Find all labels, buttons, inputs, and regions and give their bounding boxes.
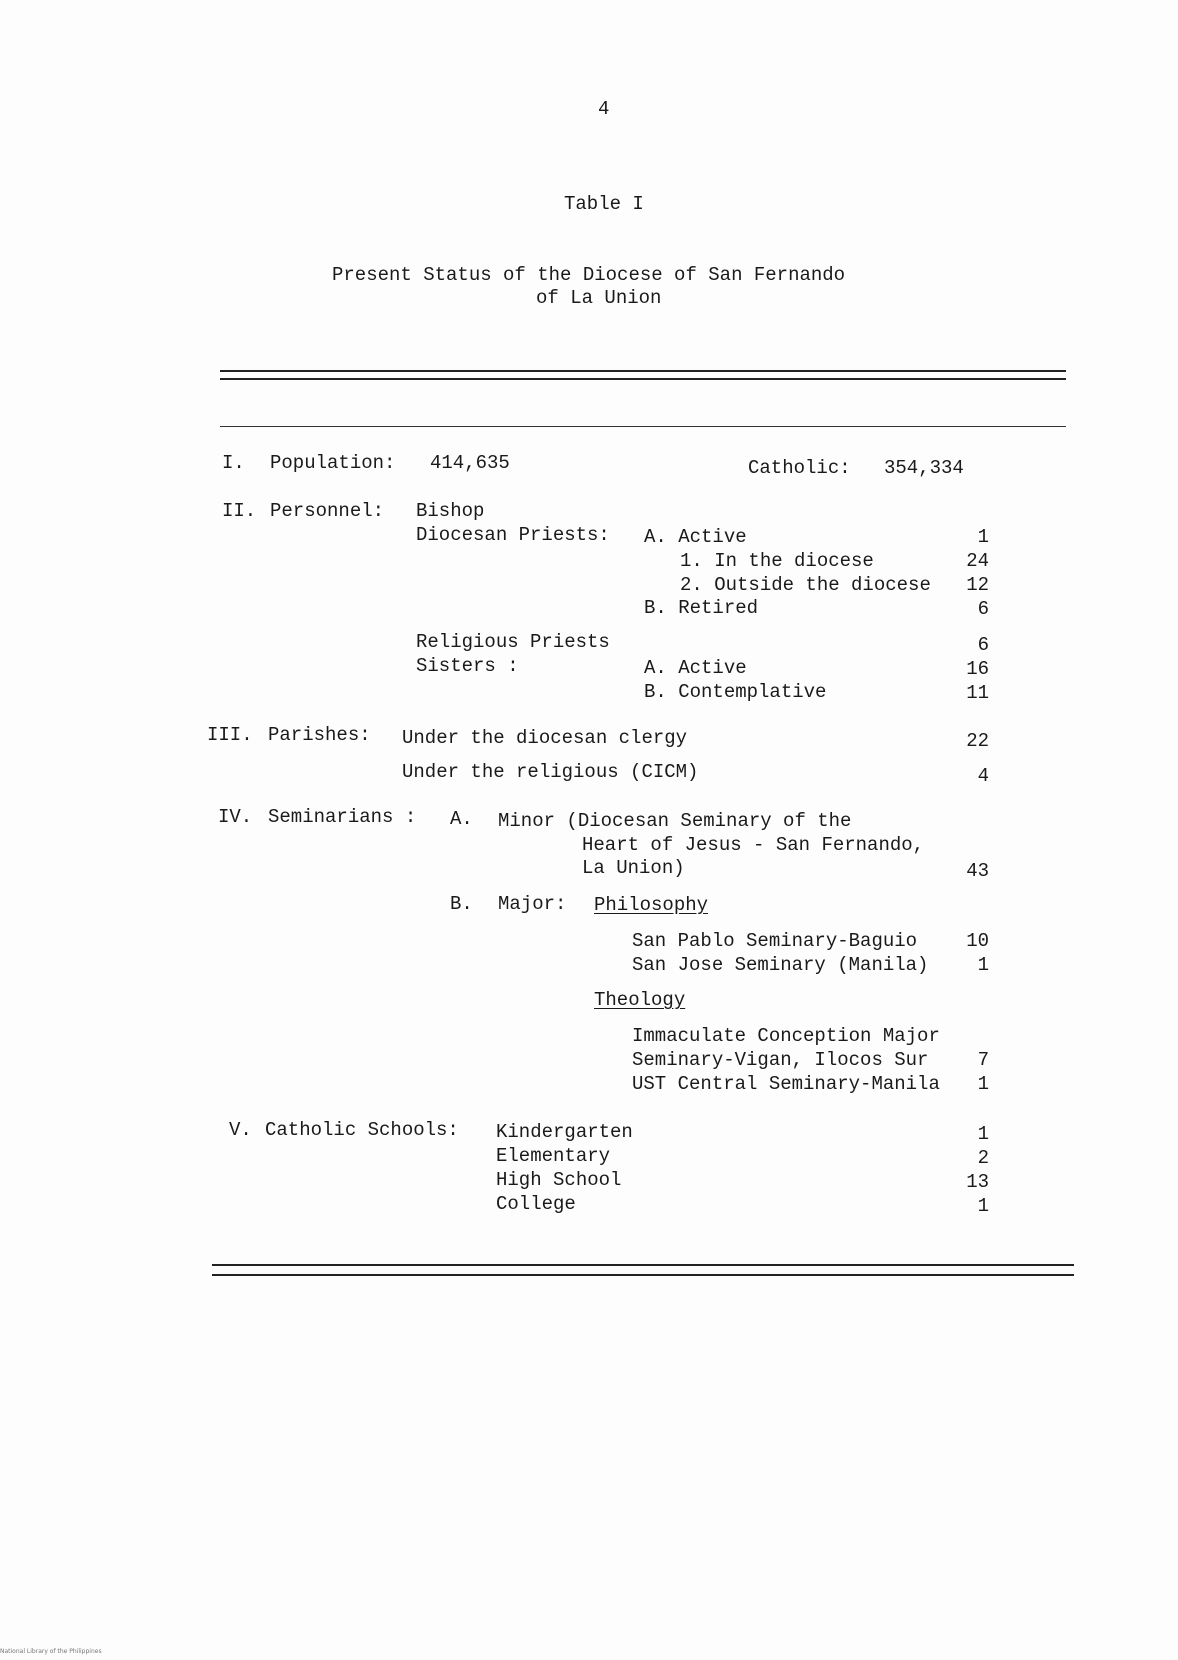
major-letter: B.: [450, 893, 473, 915]
sisters-active-label: A. Active: [644, 657, 747, 679]
diocesan-active-label: A. Active: [644, 526, 747, 548]
elementary-label: Elementary: [496, 1145, 611, 1167]
catholic-value: 354,334: [884, 457, 964, 479]
parishes-roman: III.: [207, 724, 253, 746]
seminarians-label: Seminarians :: [268, 806, 417, 828]
sisters-contemplative-label: B. Contemplative: [644, 681, 827, 703]
religious-priests-value: 6: [977, 634, 989, 656]
personnel-label: Personnel:: [270, 500, 385, 522]
kindergarten-label: Kindergarten: [496, 1121, 633, 1143]
san-jose-value: 1: [977, 954, 989, 976]
immaculate-line2: Seminary-Vigan, Ilocos Sur: [632, 1049, 929, 1071]
san-pablo-value: 10: [966, 930, 989, 952]
immaculate-line1: Immaculate Conception Major: [632, 1025, 940, 1047]
retired-value: 6: [977, 598, 989, 620]
header-rule: [220, 426, 1066, 427]
population-value: 414,635: [430, 452, 510, 474]
parishes-label: Parishes:: [268, 724, 371, 746]
page-number: 4: [598, 98, 610, 120]
population-roman: I.: [222, 452, 245, 474]
minor-line2: Heart of Jesus - San Fernando,: [582, 834, 925, 856]
high-school-label: High School: [496, 1169, 622, 1191]
in-diocese-value: 24: [966, 550, 989, 572]
bottom-rule-lower: [212, 1274, 1074, 1276]
schools-label: Catholic Schools:: [265, 1119, 459, 1141]
diocesan-active-value: 1: [977, 526, 989, 548]
bishop-label: Bishop: [416, 500, 485, 522]
table-title-line2: of La Union: [536, 287, 662, 309]
high-school-value: 13: [966, 1171, 989, 1193]
college-label: College: [496, 1193, 576, 1215]
bottom-rule-upper: [212, 1264, 1074, 1266]
minor-line3: La Union): [582, 857, 685, 879]
sisters-label: Sisters :: [416, 655, 519, 677]
major-label: Major:: [498, 893, 567, 915]
schools-roman: V.: [229, 1119, 252, 1141]
minor-letter: A.: [450, 808, 473, 830]
parishes-diocesan-label: Under the diocesan clergy: [402, 727, 688, 749]
diocesan-priests-label: Diocesan Priests:: [416, 524, 610, 546]
college-value: 1: [977, 1195, 989, 1217]
top-rule-lower: [220, 378, 1066, 380]
sisters-active-value: 16: [966, 658, 989, 680]
theology-heading: Theology: [594, 989, 686, 1011]
scan-footer: National Library of the Philippines: [0, 1648, 102, 1655]
minor-line1: Minor (Diocesan Seminary of the: [498, 810, 852, 832]
personnel-roman: II.: [222, 500, 257, 522]
seminarians-roman: IV.: [218, 806, 253, 828]
outside-diocese-value: 12: [966, 574, 989, 596]
population-label: Population:: [270, 452, 396, 474]
parishes-religious-value: 4: [977, 765, 989, 787]
parishes-diocesan-value: 22: [966, 730, 989, 752]
table-label: Table I: [564, 193, 644, 215]
retired-label: B. Retired: [644, 597, 759, 619]
parishes-religious-label: Under the religious (CICM): [402, 761, 699, 783]
kindergarten-value: 1: [977, 1123, 989, 1145]
top-rule-upper: [220, 370, 1066, 372]
san-jose-label: San Jose Seminary (Manila): [632, 954, 929, 976]
sisters-contemplative-value: 11: [966, 682, 989, 704]
religious-priests-label: Religious Priests: [416, 631, 610, 653]
ust-label: UST Central Seminary-Manila: [632, 1073, 940, 1095]
ust-value: 1: [977, 1073, 989, 1095]
table-title-line1: Present Status of the Diocese of San Fernando: [332, 264, 846, 286]
minor-value: 43: [966, 860, 989, 882]
outside-diocese-label: 2. Outside the diocese: [680, 574, 931, 596]
in-diocese-label: 1. In the diocese: [680, 550, 874, 572]
philosophy-heading: Philosophy: [594, 894, 709, 916]
catholic-label: Catholic:: [748, 457, 851, 479]
san-pablo-label: San Pablo Seminary-Baguio: [632, 930, 918, 952]
elementary-value: 2: [977, 1147, 989, 1169]
immaculate-value: 7: [977, 1049, 989, 1071]
